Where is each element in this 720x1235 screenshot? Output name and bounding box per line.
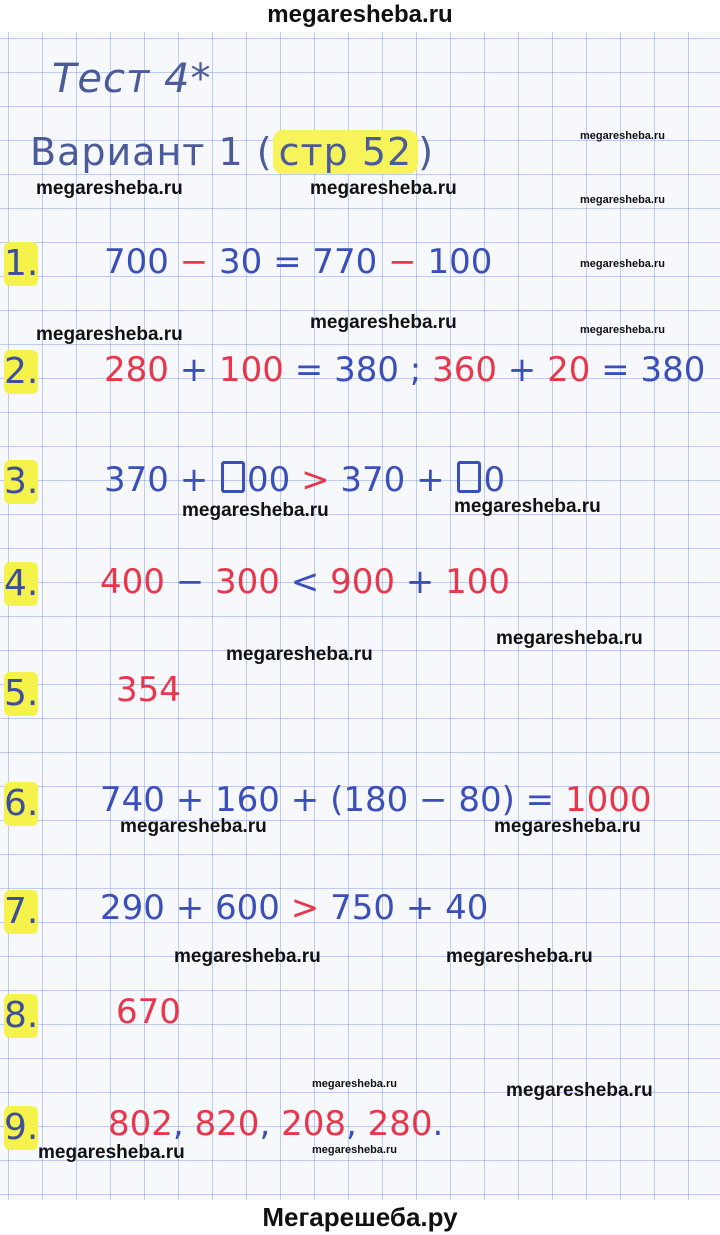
blank-box-icon [221,461,245,493]
task-5-answer: 354 [116,670,181,710]
site-footer: Мегарешеба.ру [0,1200,720,1235]
watermark: megaresheba.ru [38,1142,185,1163]
watermark: megaresheba.ru [174,946,321,967]
watermark: megaresheba.ru [310,312,457,333]
watermark: megaresheba.ru [580,130,665,142]
task-9-answer: 802, 820, 208, 280. [108,1104,444,1144]
page-reference: стр 52 [273,130,419,174]
watermark: megaresheba.ru [312,1078,397,1090]
variant-prefix: Вариант 1 ( [30,130,273,174]
site-header: megaresheba.ru [0,0,720,32]
task-number-3: 3. [4,461,39,502]
variant-suffix: ) [418,130,435,174]
watermark: megaresheba.ru [580,258,665,270]
watermark: megaresheba.ru [226,644,373,665]
watermark: megaresheba.ru [496,628,643,649]
watermark: megaresheba.ru [120,816,267,837]
task-2-equation: 280 + 100 = 380 ; 360 + 20 = 380 [104,350,706,390]
task-6-equation: 740 + 160 + (180 − 80) = 1000 [100,780,652,820]
test-title: Тест 4* [52,56,212,102]
task-number-4: 4. [4,563,39,604]
task-number-1: 1. [4,243,39,284]
task-7-equation: 290 + 600 > 750 + 40 [100,888,489,928]
blank-box-icon [457,461,481,493]
watermark: megaresheba.ru [580,324,665,336]
task-number-7: 7. [4,891,39,932]
task-8-answer: 670 [116,992,181,1032]
watermark: megaresheba.ru [494,816,641,837]
watermark: megaresheba.ru [36,178,183,199]
task-number-2: 2. [4,351,39,392]
task-number-8: 8. [4,995,39,1036]
watermark: megaresheba.ru [454,496,601,517]
watermark: megaresheba.ru [446,946,593,967]
task-number-9: 9. [4,1107,39,1148]
watermark: megaresheba.ru [506,1080,653,1101]
task-1-equation: 700 − 30 = 770 − 100 [104,242,493,282]
watermark: megaresheba.ru [310,178,457,199]
task-number-6: 6. [4,783,39,824]
variant-line [30,130,434,174]
watermark: megaresheba.ru [182,500,329,521]
watermark: megaresheba.ru [580,194,665,206]
task-number-5: 5. [4,673,39,714]
task-4-equation: 400 − 300 < 900 + 100 [100,562,510,602]
watermark: megaresheba.ru [312,1144,397,1156]
watermark: megaresheba.ru [36,324,183,345]
task-3-equation: 370 + 00 > 370 + 0 [104,460,506,500]
notebook-sheet [0,32,720,1200]
